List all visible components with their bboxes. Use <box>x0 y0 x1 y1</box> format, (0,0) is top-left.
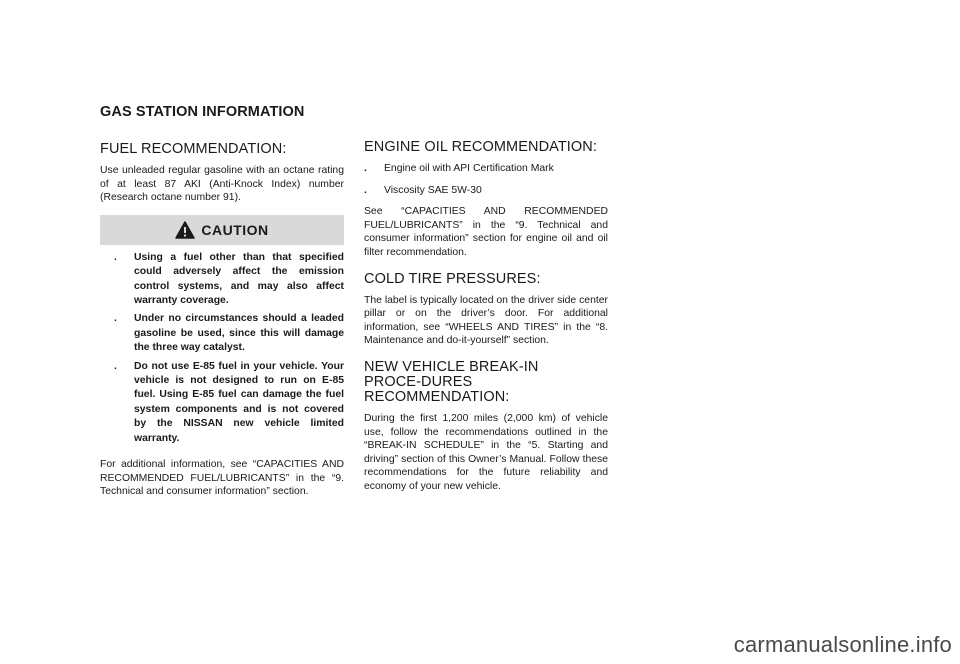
bullet: . <box>364 184 367 196</box>
bullet: . <box>364 163 367 174</box>
watermark: carmanualsonline.info <box>733 632 952 657</box>
oil-item: . Viscosity SAE 5W-30 <box>364 184 482 196</box>
caution-title: CAUTION <box>201 221 269 238</box>
break-in-heading: NEW VEHICLE BREAK-IN PROCE-DURES RECOMMENDATION: <box>364 358 539 405</box>
tire-text: The label is typically located on the driver side center pillar or on the driver’s door. For additional information, see “WHEELS AND TIRES” in the “8. Maintenance and do-it-yourself” section. <box>364 294 608 347</box>
break-in-text: During the first 1,200 miles (2,000 km) of vehicle use, follow the recommendations outlined in the “BREAK-IN SCHEDULE” in the “5. Starting and driving” section of this Owner’s Manual. Follow these recommendations for the future reliability and economy of your new vehicle. <box>364 412 608 492</box>
warning-triangle-icon <box>175 221 195 239</box>
caution-item: . Do not use E-85 fuel in your vehicle. Your vehicle is not designed to run on E-85 fuel. Using E-85 fuel can damage the fuel system components and is not covered by the NISSAN new vehicle limited warranty. <box>114 360 344 444</box>
break-in-section <box>364 360 608 494</box>
oil-text: See “CAPACITIES AND RECOMMENDED FUEL/LUBRICANTS” in the “9. Technical and consumer information” section for engine oil and oil filter recommendation. <box>364 206 608 258</box>
engine-oil-section <box>364 140 608 260</box>
caution-item: . Under no circumstances should a leaded gasoline be used, since this will damage the three way catalyst. <box>114 313 344 354</box>
caution-header <box>100 215 344 245</box>
left-column <box>100 142 344 499</box>
fuel-text: Use unleaded regular gasoline with an octane rating of at least 87 AKI (Anti-Knock Index) number (Research octane number 91). <box>100 165 344 204</box>
additional-info-text: For additional information, see “CAPACITIES AND RECOMMENDED FUEL/LUBRICANTS” in the “9. Technical and consumer information” section. <box>100 459 344 498</box>
page-title: GAS STATION INFORMATION <box>100 104 305 120</box>
fuel-heading: FUEL RECOMMENDATION: <box>100 141 287 157</box>
right-column <box>364 140 608 506</box>
caution-item: . Using a fuel other than that specified could adversely affect the emission control systems, and may also affect warranty coverage. <box>114 251 344 306</box>
bullet: . <box>114 251 117 263</box>
oil-list <box>364 162 608 197</box>
tire-section <box>364 272 608 348</box>
bullet: . <box>114 313 117 325</box>
tire-heading: COLD TIRE PRESSURES: <box>364 270 541 287</box>
caution-list <box>100 251 344 446</box>
bullet: . <box>114 360 117 372</box>
oil-heading: ENGINE OIL RECOMMENDATION: <box>364 139 598 155</box>
caution-box <box>100 215 344 446</box>
oil-item: . Engine oil with API Certification Mark <box>364 163 554 174</box>
